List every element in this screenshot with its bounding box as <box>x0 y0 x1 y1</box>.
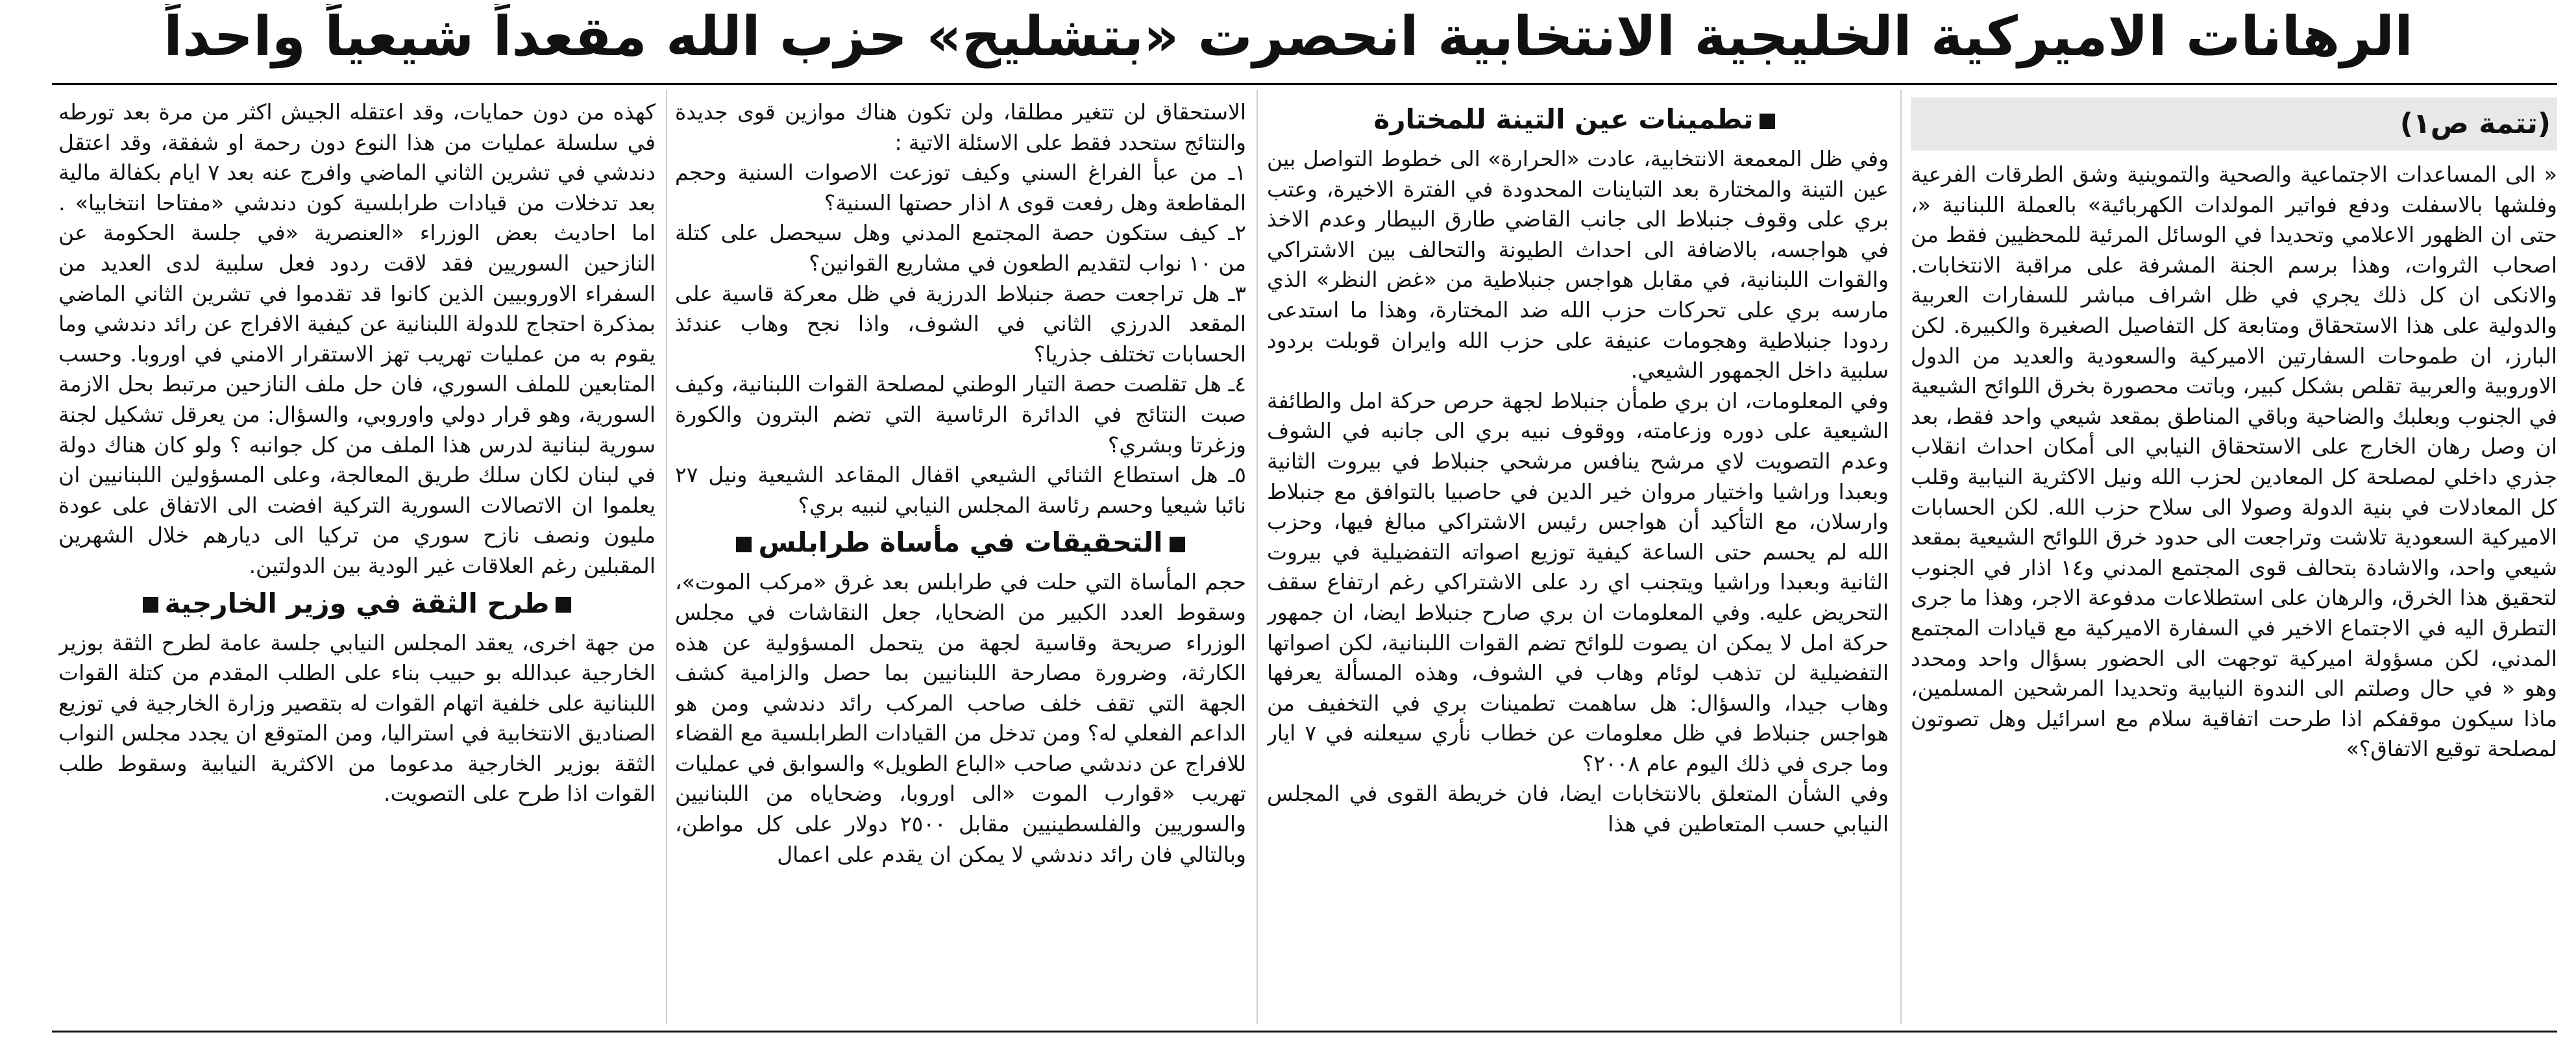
article-column-1 <box>1911 97 2557 1025</box>
subheading-text: التحقيقات في مأساة طرابلس <box>758 526 1163 559</box>
continuation-box <box>1911 97 2557 151</box>
paragraph: وفي ظل المعمعة الانتخابية، عادت «الحرارة» الى خطوط التواصل بين عين التينة والمختارة بعد التباينات المحدودة في الفترة الاخيرة، وعتب بري على وقوف جنبلاط الى جانب القاضي طارق البيطار وعدم الاخذ في هواجسه، بالاضافة الى احداث الطيونة والتحالف بين الاشتراكي والقوات اللبنانية، في مقابل هواجس جنبلاطية من «غض النظر» الذي مارسه بري على تحركات حزب الله ضد المختارة، وهذا ما استدعى ردودا جنبلاطية وهجومات عنيفة على حزب الله وايران قوبلت بردود سلبية داخل الجمهور الشيعي. <box>1267 146 1889 384</box>
column-divider <box>1900 90 1902 1024</box>
paragraph: وفي المعلومات، ان بري طمأن جنبلاط لجهة حرص حركة امل والطائفة الشيعية على دوره وزعامته، ووقوف نبيه بري الى جانبه في الشوف وعدم التصويت لاي مرشح ينافس مرشحي جنبلاط في بيروت الثانية وبعبدا وراشيا واختيار مروان خير الدين في حاصبيا بالتوافق مع جنبلاط وارسلان، مع التأكيد أن هواجس رئيس الاشتراكي مبالغ فيها، وحزب الله لم يحسم حتى الساعة كيفية توزيع اصواته التفضيلية في بيروت الثانية وبعبدا وراشيا ويتجنب اي رد على الاشتراكي رغم ارتفاع سقف التحريض عليه. وفي المعلومات ان بري صارح جنبلاط ايضا، ان جمهور حركة امل لا يمكن ان يصوت للوائح تضم القوات اللبنانية، لكن اصواتها التفضيلية لن تذهب لوئام وهاب في الشوف، وهذه المسألة يعرفها وهاب جيدا، والسؤال: هل ساهمت تطمينات بري في التخفيف من هواجس جنبلاط في ظل معلومات عن خطاب نأري سيعلنه في ٧ ايار وما جرى في ذلك اليوم عام ٢٠٠٨؟ <box>1267 387 1889 776</box>
subheading-text: طرح الثقة في وزير الخارجية <box>164 587 550 619</box>
paragraph: حجم المأساة التي حلت في طرابلس بعد غرق «مركب الموت»، وسقوط العدد الكبير من الضحايا، جعل النقاشات في مجلس الوزراء صريحة وقاسية لجهة من يتحمل المسؤولية عن هذه الكارثة، وضرورة مصارحة اللبنانيين بما حصل والزامية كشف الجهة التي تقف خلف صاحب المركب رائد دندشي ومن هو الداعم الفعلي له؟ ومن تدخل من القيادات الطرابلسية مع القضاء للافراج عن دندشي صاحب «الباع الطويل» والسوابق في عمليات تهريب «قوارب الموت «الى اوروبا، وضحاياه من اللبنانيين والسوريين والفلسطينيين مقابل ٢٥٠٠ دولار على كل مواطن، وبالتالي فان رائد دندشي لا يمكن ان يقدم على اعمال <box>675 569 1246 867</box>
article-column-2 <box>1267 97 1889 1025</box>
headline: الرهانات الاميركية الخليجية الانتخابية انحصرت «بتشليح» حزب الله مقعداً شيعياً واحداً <box>164 5 2413 68</box>
paragraph: كهذه من دون حمايات، وقد اعتقله الجيش اكثر من مرة بعد تورطه في سلسلة عمليات من هذا النوع دون رحمة او شفقة، وقد اعتقل دندشي في تشرين الثاني الماضي وافرج عنه بعد ٧ ايام بكفالة مالية بعد تدخلات من قيادات طرابلسية كون دندشي «مفتاحا انتخابيا» . اما احاديث بعض الوزراء «العنصرية «في جلسة الحكومة عن النازحين السوريين فقد لاقت ردود فعل سلبية لدى العديد من السفراء الاوروبيين الذين كانوا قد تقدموا في تشرين الثاني الماضي بمذكرة احتجاج للدولة اللبنانية عن كيفية الافراج عن رائد دندشي وما يقوم به من عمليات تهريب تهز الاستقرار الامني في اوروبا. وحسب المتابعين للملف السوري، فان حل ملف النازحين مرتبط بحل الازمة السورية، وهو قرار دولي واوروبي، والسؤال: من يعرقل تشكيل لجنة سورية لبنانية لدرس هذا الملف من كل جوانبه ؟ ولو كان هناك دولة في لبنان لكان سلك طريق المعالجة، وعلى المسؤولين اللبنانيين ان يعلموا ان الاتصالات السورية التركية افضت الى الاتفاق على عودة مليون ونصف نازح سوري من تركيا الى ديارهم خلال الشهرين المقبلين رغم العلاقات غير الودية بين الدولتين. <box>58 99 656 578</box>
subheading-text: تطمينات عين التينة للمختارة <box>1373 103 1754 135</box>
square-bullet-icon <box>556 597 571 613</box>
square-bullet-icon <box>143 597 158 613</box>
paragraph: وفي الشأن المتعلق بالانتخابات ايضا، فان خريطة القوى في المجلس النيابي حسب المتعاطين في هذا <box>1267 781 1889 837</box>
question-item: ١ـ من عبأ الفراغ السني وكيف توزعت الاصوات السنية وحجم المقاطعة وهل رفعت قوى ٨ اذار حصتها السنية؟ <box>675 160 1246 215</box>
paragraph: الاستحقاق لن تتغير مطلقا، ولن تكون هناك موازين قوى جديدة والنتائج ستحدد فقط على الاسئلة الاتية : <box>675 99 1246 155</box>
question-item: ٤ـ هل تقلصت حصة التيار الوطني لمصلحة القوات اللبنانية، وكيف صبت النتائج في الدائرة الرئاسية التي تضم البترون والكورة وزغرتا وبشري؟ <box>675 371 1246 458</box>
paragraph: من جهة اخرى، يعقد المجلس النيابي جلسة عامة لطرح الثقة بوزير الخارجية عبدالله بو حبيب بناء على الطلب المقدم من كتلة القوات اللبنانية على خلفية اتهام القوات له بتقصير وزارة الخارجية في توزيع الصناديق الانتخابية في استراليا، ومن المتوقع ان يجدد مجلس النواب الثقة بوزير الخارجية مدعوما من الاكثرية النيابية وسقوط طلب القوات اذا طرح على التصويت. <box>58 630 656 807</box>
bottom-rule <box>52 1031 2557 1033</box>
square-bullet-icon <box>1170 537 1185 552</box>
subheading <box>58 585 656 622</box>
question-item: ٣ـ هل تراجعت حصة جنبلاط الدرزية في ظل معركة قاسية على المقعد الدرزي الثاني في الشوف، واذا نجح وهاب عندئذ الحسابات تختلف جذريا؟ <box>675 280 1246 367</box>
paragraph: « الى المساعدات الاجتماعية والصحية والتموينية وشق الطرقات الفرعية وفلشها بالاسفلت ودفع فواتير المولدات الكهربائية» بالعملة اللبنانية «، حتى ان الظهور الاعلامي وتحديدا في الوسائل المرئية للمحظيين فقط من اصحاب الثروات، وهذا برسم الجنة المشرفة على مراقبة الانتخابات. والانكى ان كل ذلك يجري في ظل اشراف مباشر للسفارات العربية والدولية على هذا الاستحقاق ومتابعة كل التفاصيل الصغيرة والكبيرة. لكن البارز، ان طموحات السفارتين الاميركية والسعودية والعديد من الدول الاوروبية والعربية تقلص بشكل كبير، وباتت محصورة بخرق اللوائح الشيعية في الجنوب وبعلبك والضاحية وباقي المناطق بمقعد شيعي واحد فقط، بعد ان وصل رهان الخارج على الاستحقاق النيابي الى أمكان احداث انقلاب جذري داخلي لمصلحة كل المعادين لحزب الله ونيل الاكثرية النيابية وقلب كل المعادلات في بنية الدولة وصولا الى سلاح حزب الله. لكن الحسابات الاميركية السعودية تلاشت وتراجعت الى حدود خرق اللوائح الشيعية بمقعد شيعي واحد، والاشادة بتحالف قوى المجتمع المدني و١٤ اذار في الجنوب لتحقيق هذا الخرق، والرهان على استطلاعات مدفوعة الاجر، وهذا ما جرى التطرق اليه في الاجتماع الاخير في السفارة الاميركية مع قيادات المجتمع المدني، لكن مسؤولة اميركية توجهت الى الحضور بسؤال واحد ومحدد وهو « في حال وصلتم الى الندوة النيابية وتحديدا المرشحين المسلمين، ماذا سيكون موقفكم اذا طرحت اتفاقية سلام مع اسرائيل وهل تصوتون لمصلحة توقيع الاتفاق؟» <box>1911 162 2557 762</box>
column-divider <box>666 90 667 1024</box>
square-bullet-icon <box>1760 114 1775 129</box>
subheading <box>675 524 1246 561</box>
question-item: ٢ـ كيف ستكون حصة المجتمع المدني وهل سيحصل على كتلة من ١٠ نواب لتقديم الطعون في مشاريع القوانين؟ <box>675 220 1246 276</box>
question-item: ٥ـ هل استطاع الثنائي الشيعي اقفال المقاعد الشيعية ونيل ٢٧ نائبا شيعيا وحسم رئاسة المجلس النيابي لنبيه بري؟ <box>675 462 1246 518</box>
square-bullet-icon <box>736 537 752 552</box>
subheading <box>1267 101 1889 138</box>
column-divider <box>1257 90 1258 1024</box>
article-column-4 <box>58 97 656 1025</box>
article-column-3 <box>675 97 1246 1025</box>
top-rule <box>52 83 2557 85</box>
continuation-label: (تتمة ص١) <box>2399 107 2551 140</box>
